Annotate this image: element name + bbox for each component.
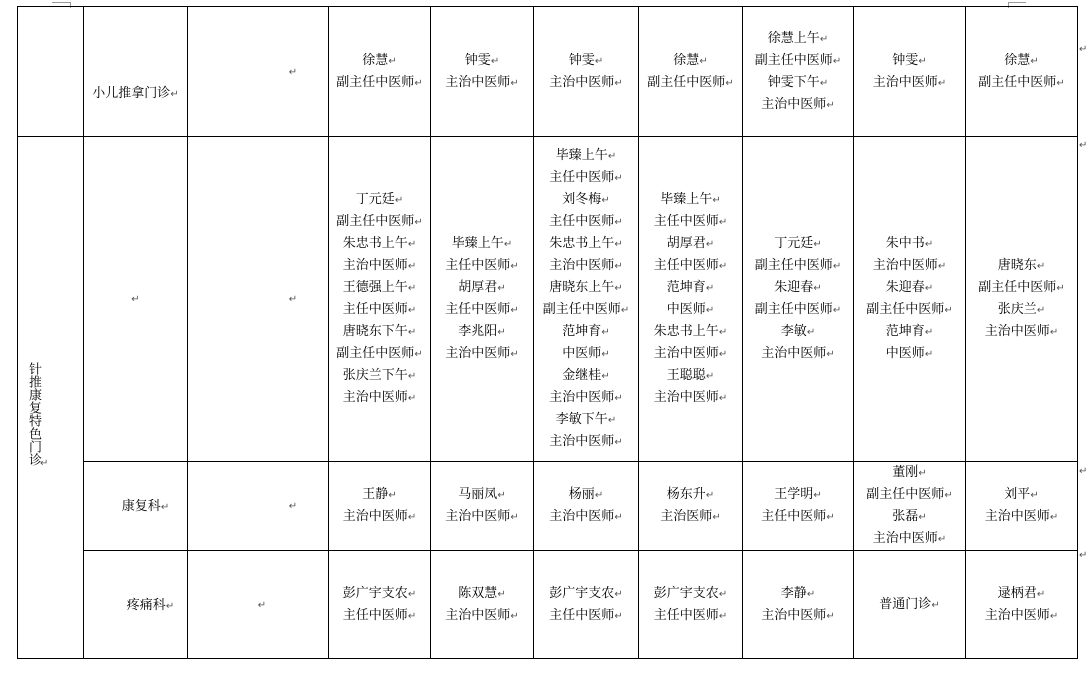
paragraph-mark: ↵ xyxy=(1030,490,1039,501)
paragraph-mark: ↵ xyxy=(407,393,417,404)
paragraph-mark: ↵ xyxy=(813,283,822,294)
schedule-cell-mon xyxy=(329,551,431,659)
paragraph-mark: ↵ xyxy=(705,239,715,250)
schedule-cell-sun xyxy=(966,462,1078,551)
doctor-line: 主任中医师↵ xyxy=(445,302,519,317)
paragraph-mark: ↵ xyxy=(40,457,49,469)
paragraph-mark: ↵ xyxy=(394,195,404,206)
doctor-line: 徐慧↵ xyxy=(673,52,708,68)
paragraph-mark: ↵ xyxy=(407,261,417,272)
schedule-cell-sat xyxy=(854,137,966,462)
doctor-line: 毕臻上午↵ xyxy=(451,236,513,251)
doctor-line: 唐晓东上午↵ xyxy=(549,280,623,295)
doctor-line: 朱中书↵ xyxy=(885,236,934,251)
doctor-schedule-table xyxy=(17,6,1078,659)
paragraph-mark: ↵ xyxy=(718,349,728,360)
doctor-line: 张庆兰↵ xyxy=(997,302,1046,317)
paragraph-mark: ↵ xyxy=(510,512,519,523)
paragraph-mark: ↵ xyxy=(407,305,417,316)
doctor-line: 胡厚君↵ xyxy=(666,236,715,251)
paragraph-mark: ↵ xyxy=(819,33,829,45)
paragraph-mark: ↵ xyxy=(490,55,500,67)
schedule-cell-thu xyxy=(639,137,743,462)
schedule-cell-sat xyxy=(854,551,966,659)
doctor-line: 钟雯↵ xyxy=(464,52,500,68)
schedule-cell-sun xyxy=(966,137,1078,462)
acupuncture-dept-empty-cell xyxy=(84,137,188,462)
paragraph-mark: ↵ xyxy=(1049,512,1059,523)
pediatric-empty-cell xyxy=(188,7,329,137)
paragraph-mark: ↵ xyxy=(510,610,519,622)
paragraph-mark: ↵ xyxy=(388,55,397,67)
paragraph-mark: ↵ xyxy=(510,305,519,316)
page-corner-mark-right xyxy=(1008,2,1026,3)
doctor-line: 中医师↵ xyxy=(666,302,715,317)
paragraph-mark: ↵ xyxy=(614,393,623,404)
paragraph-mark: ↵ xyxy=(1049,610,1059,622)
paragraph-mark: ↵ xyxy=(288,66,298,78)
paragraph-mark: ↵ xyxy=(1036,261,1046,272)
doctor-line: 副主任中医师↵ xyxy=(866,302,953,317)
schedule-cell-tue xyxy=(431,551,534,659)
paragraph-mark: ↵ xyxy=(806,588,816,600)
paragraph-mark: ↵ xyxy=(614,512,623,523)
paragraph-mark: ↵ xyxy=(924,349,934,360)
schedule-cell-thu xyxy=(639,462,743,551)
doctor-line: 中医师↵ xyxy=(885,346,934,361)
paragraph-mark: ↵ xyxy=(826,610,835,622)
paragraph-mark: ↵ xyxy=(510,77,519,89)
doctor-line: 主任中医师↵ xyxy=(445,258,519,273)
schedule-cell-thu xyxy=(639,551,743,659)
schedule-cell-sat xyxy=(854,7,966,137)
doctor-line: 徐慧↵ xyxy=(362,52,397,68)
doctor-line: 主治中医师↵ xyxy=(342,509,417,524)
doctor-line: 朱迎春↵ xyxy=(885,280,934,295)
doctor-line: 副主任中医师↵ xyxy=(754,302,842,317)
paragraph-mark: ↵ xyxy=(826,99,835,111)
paragraph-mark: ↵ xyxy=(924,283,934,294)
paragraph-mark: ↵ xyxy=(718,588,728,600)
paragraph-mark: ↵ xyxy=(918,512,927,523)
doctor-line: 刘冬梅↵ xyxy=(562,192,610,207)
paragraph-mark: ↵ xyxy=(594,55,604,67)
doctor-line: 李兆阳↵ xyxy=(458,324,506,339)
paragraph-mark: ↵ xyxy=(718,217,728,228)
paragraph-mark: ↵ xyxy=(712,195,721,206)
doctor-line: 主治中医师↵ xyxy=(549,509,623,524)
paragraph-mark: ↵ xyxy=(497,283,506,294)
doctor-line: 主治中医师↵ xyxy=(549,258,623,273)
doctor-line: 主任中医师↵ xyxy=(549,170,623,185)
doctor-line: 唐晓东下午↵ xyxy=(342,324,417,339)
doctor-line: 张庆兰下午↵ xyxy=(342,368,417,383)
paragraph-mark: ↵ xyxy=(614,239,623,250)
doctor-line: 主治中医师↵ xyxy=(445,74,519,90)
paragraph-mark: ↵ xyxy=(607,151,617,162)
paragraph-mark: ↵ xyxy=(924,327,934,338)
schedule-cell-wed xyxy=(534,462,639,551)
doctor-line: 李敏↵ xyxy=(780,324,816,339)
paragraph-mark: ↵ xyxy=(937,534,947,545)
schedule-cell-fri xyxy=(743,137,854,462)
paragraph-mark: ↵ xyxy=(924,239,934,250)
paragraph-mark: ↵ xyxy=(712,512,721,523)
paragraph-mark: ↵ xyxy=(918,55,927,67)
doctor-line: 主治中医师↵ xyxy=(872,74,947,90)
schedule-cell-tue xyxy=(431,462,534,551)
paragraph-mark: ↵ xyxy=(718,327,728,338)
doctor-line: 主治中医师↵ xyxy=(549,74,623,90)
rehab-empty-cell xyxy=(188,462,329,551)
doctor-line: 徐慧↵ xyxy=(1004,52,1039,68)
dept-label-pediatric-massage: 小儿推拿门诊↵ xyxy=(84,7,188,137)
schedule-cell-tue xyxy=(431,137,534,462)
doctor-line: 李敏下午↵ xyxy=(555,412,617,427)
doctor-line: 副主任中医师↵ xyxy=(542,302,630,317)
paragraph-mark: ↵ xyxy=(160,502,170,513)
doctor-line: 王聪聪↵ xyxy=(666,368,715,383)
doctor-line: 范坤育↵ xyxy=(885,324,934,339)
paragraph-mark: ↵ xyxy=(497,327,506,338)
paragraph-mark: ↵ xyxy=(614,217,623,228)
schedule-cell-mon xyxy=(329,7,431,137)
doctor-line: 王学明↵ xyxy=(774,487,822,502)
doctor-line: 杨东升↵ xyxy=(666,487,715,502)
doctor-line: 逯柄君↵ xyxy=(997,585,1046,601)
paragraph-mark: ↵ xyxy=(826,512,835,523)
paragraph-mark: ↵ xyxy=(1030,55,1039,67)
paragraph-mark: ↵ xyxy=(407,239,417,250)
schedule-row-acupuncture xyxy=(18,137,1078,462)
paragraph-mark: ↵ xyxy=(813,239,822,250)
schedule-cell-fri xyxy=(743,7,854,137)
doctor-line: 丁元廷↵ xyxy=(355,192,404,207)
schedule-cell-tue xyxy=(431,7,534,137)
schedule-cell-sun xyxy=(966,551,1078,659)
doctor-line: 主治中医师↵ xyxy=(342,390,417,405)
paragraph-mark: ↵ xyxy=(407,327,417,338)
schedule-cell-mon xyxy=(329,462,431,551)
schedule-cell-fri xyxy=(743,551,854,659)
doctor-line: 朱忠书上午↵ xyxy=(342,236,417,251)
paragraph-mark: ↵ xyxy=(832,261,842,272)
paragraph-mark: ↵ xyxy=(1056,77,1065,89)
schedule-row-pediatric xyxy=(18,7,1078,137)
doctor-line: 朱忠书上午↵ xyxy=(549,236,623,251)
paragraph-mark: ↵ xyxy=(832,305,842,316)
doctor-line: 范坤育↵ xyxy=(562,324,610,339)
paragraph-mark: ↵ xyxy=(705,305,715,316)
doctor-line: 钟雯↵ xyxy=(892,52,927,68)
doctor-line: 主治中医师↵ xyxy=(445,509,519,524)
paragraph-mark: ↵ xyxy=(414,349,423,360)
paragraph-mark: ↵ xyxy=(503,239,513,250)
paragraph-mark: ↵ xyxy=(1036,588,1046,600)
page-corner-mark-left xyxy=(52,2,70,3)
paragraph-mark: ↵ xyxy=(601,349,610,360)
doctor-line: 彭广宇支农↵ xyxy=(342,585,417,601)
doctor-line: 主任中医师↵ xyxy=(549,607,623,623)
doctor-line: 朱迎春↵ xyxy=(774,280,822,295)
paragraph-mark: ↵ xyxy=(614,588,623,600)
doctor-line: 唐晓东↵ xyxy=(997,258,1046,273)
doctor-line: 主治中医师↵ xyxy=(653,346,728,361)
paragraph-mark: ↵ xyxy=(705,371,715,382)
doctor-line: 副主任中医师↵ xyxy=(754,258,842,273)
doctor-line: 范坤育↵ xyxy=(666,280,715,295)
doctor-line: 杨丽↵ xyxy=(568,487,604,502)
doctor-line: 主治中医师↵ xyxy=(761,96,835,112)
doctor-line: 金继桂↵ xyxy=(562,368,610,383)
doctor-line: 主治中医师↵ xyxy=(549,434,623,449)
doctor-line: 主治中医师↵ xyxy=(549,390,623,405)
doctor-line: 彭广宇支农↵ xyxy=(549,585,623,601)
schedule-cell-wed xyxy=(534,7,639,137)
doctor-line: 王德强上午↵ xyxy=(342,280,417,295)
paragraph-mark: ↵ xyxy=(1056,283,1065,294)
paragraph-mark: ↵ xyxy=(1049,327,1059,338)
doctor-line: 主任中医师↵ xyxy=(653,214,728,229)
doctor-line: 主任中医师↵ xyxy=(342,607,417,623)
doctor-line: 徐慧上午↵ xyxy=(767,30,829,46)
doctor-line: 副主任中医师↵ xyxy=(754,52,842,68)
paragraph-mark: ↵ xyxy=(407,371,417,382)
paragraph-mark: ↵ xyxy=(388,490,397,501)
row-end-mark: ↵ xyxy=(1079,466,1088,477)
paragraph-mark: ↵ xyxy=(705,283,715,294)
paragraph-mark: ↵ xyxy=(944,305,953,316)
doctor-line: 主治医师↵ xyxy=(660,509,721,524)
pain-empty-cell xyxy=(188,551,329,659)
paragraph-mark: ↵ xyxy=(944,490,953,501)
doctor-line: 钟雯下午↵ xyxy=(767,74,829,90)
paragraph-mark: ↵ xyxy=(165,600,175,612)
paragraph-mark: ↵ xyxy=(607,415,617,426)
paragraph-mark: ↵ xyxy=(407,283,417,294)
doctor-line: 主治中医师↵ xyxy=(445,607,519,623)
row-end-mark: ↵ xyxy=(1079,550,1088,561)
doctor-line: 主任中医师↵ xyxy=(342,302,417,317)
paragraph-mark: ↵ xyxy=(601,371,610,382)
paragraph-mark: ↵ xyxy=(620,305,630,316)
doctor-line: 主治中医师↵ xyxy=(984,607,1059,623)
paragraph-mark: ↵ xyxy=(718,261,728,272)
paragraph-mark: ↵ xyxy=(170,88,179,100)
doctor-line: 主治中医师↵ xyxy=(445,346,519,361)
paragraph-mark: ↵ xyxy=(497,588,506,600)
paragraph-mark: ↵ xyxy=(614,173,623,184)
doctor-line: 副主任中医师↵ xyxy=(336,74,423,90)
doctor-line: 毕臻上午↵ xyxy=(660,192,721,207)
paragraph-mark: ↵ xyxy=(510,261,519,272)
paragraph-mark: ↵ xyxy=(937,261,947,272)
paragraph-mark: ↵ xyxy=(601,195,610,206)
paragraph-mark: ↵ xyxy=(594,490,604,501)
paragraph-mark: ↵ xyxy=(510,349,519,360)
schedule-cell-fri xyxy=(743,462,854,551)
paragraph-mark: ↵ xyxy=(614,261,623,272)
schedule-row-rehab xyxy=(18,462,1078,551)
paragraph-mark: ↵ xyxy=(601,327,610,338)
doctor-line: 主任中医师↵ xyxy=(653,258,728,273)
doctor-line: 马丽凤↵ xyxy=(458,487,506,502)
paragraph-mark: ↵ xyxy=(699,55,708,67)
group-label-cell-empty xyxy=(18,7,84,137)
doctor-line: 钟雯↵ xyxy=(568,52,604,68)
dept-label-rehab: 康复科↵ xyxy=(84,462,188,551)
doctor-line: 主治中医师↵ xyxy=(872,258,947,273)
row-end-mark: ↵ xyxy=(1079,44,1088,55)
paragraph-mark: ↵ xyxy=(407,610,417,622)
doctor-line: 主任中医师↵ xyxy=(653,607,728,623)
doctor-line: 毕臻上午↵ xyxy=(555,148,617,163)
paragraph-mark: ↵ xyxy=(806,327,816,338)
doctor-line: 副主任中医师↵ xyxy=(647,74,734,90)
paragraph-mark: ↵ xyxy=(826,349,835,360)
doctor-line: 主治中医师↵ xyxy=(761,607,835,623)
paragraph-mark: ↵ xyxy=(288,294,298,305)
doctor-line: 丁元廷↵ xyxy=(774,236,822,251)
schedule-cell-sat xyxy=(854,462,966,551)
doctor-line: 朱忠书上午↵ xyxy=(653,324,728,339)
schedule-cell-wed xyxy=(534,137,639,462)
doctor-line: 胡厚君↵ xyxy=(458,280,506,295)
doctor-line: 主治中医师↵ xyxy=(761,346,835,361)
doctor-line: 陈双慧↵ xyxy=(458,585,506,601)
paragraph-mark: ↵ xyxy=(614,437,623,448)
schedule-row-pain xyxy=(18,551,1078,659)
schedule-cell-sun xyxy=(966,7,1078,137)
paragraph-mark: ↵ xyxy=(614,283,623,294)
paragraph-mark: ↵ xyxy=(614,610,623,622)
doctor-line: 彭广宇支农↵ xyxy=(653,585,728,601)
paragraph-mark: ↵ xyxy=(819,77,829,89)
doctor-line: 主任中医师↵ xyxy=(761,509,835,524)
paragraph-mark: ↵ xyxy=(1036,305,1046,316)
doctor-line: 主治中医师↵ xyxy=(984,509,1059,524)
doctor-line: 王静↵ xyxy=(362,487,397,502)
paragraph-mark: ↵ xyxy=(832,55,842,67)
doctor-line: 主任中医师↵ xyxy=(549,214,623,229)
doctor-line: 主治中医师↵ xyxy=(342,258,417,273)
doctor-line: 副主任中医师↵ xyxy=(978,74,1065,90)
paragraph-mark: ↵ xyxy=(718,393,728,404)
paragraph-mark: ↵ xyxy=(705,490,715,501)
paragraph-mark: ↵ xyxy=(288,501,298,512)
doctor-line: 副主任中医师↵ xyxy=(978,280,1065,295)
schedule-cell-mon xyxy=(329,137,431,462)
doctor-line: 主治中医师↵ xyxy=(984,324,1059,339)
paragraph-mark: ↵ xyxy=(725,77,734,89)
paragraph-mark: ↵ xyxy=(497,490,506,501)
doctor-line: 中医师↵ xyxy=(562,346,610,361)
doctor-line: 副主任中医师↵ xyxy=(336,214,423,229)
doctor-line: 副主任中医师↵ xyxy=(866,487,953,502)
paragraph-mark: ↵ xyxy=(407,588,417,600)
acupuncture-empty-cell xyxy=(188,137,329,462)
paragraph-mark: ↵ xyxy=(937,77,947,89)
dept-label-pain: 疼痛科↵ xyxy=(84,551,188,659)
paragraph-mark: ↵ xyxy=(931,599,940,611)
paragraph-mark: ↵ xyxy=(257,599,267,611)
doctor-line: 主治中医师↵ xyxy=(653,390,728,405)
paragraph-mark: ↵ xyxy=(813,490,822,501)
doctor-line: 刘平↵ xyxy=(1004,487,1039,502)
group-label-acupuncture-rehab: 针推康复特色门诊↵ xyxy=(18,137,84,659)
paragraph-mark: ↵ xyxy=(718,610,728,622)
row-end-mark: ↵ xyxy=(1079,140,1088,151)
paragraph-mark: ↵ xyxy=(407,512,417,523)
doctor-line: 普通门诊↵ xyxy=(879,596,940,612)
doctor-line: 李静↵ xyxy=(780,585,816,601)
paragraph-mark: ↵ xyxy=(414,217,423,228)
paragraph-mark: ↵ xyxy=(414,77,423,89)
doctor-line: 张磊↵ xyxy=(892,509,927,524)
doctor-line: 副主任中医师↵ xyxy=(336,346,423,361)
paragraph-mark: ↵ xyxy=(131,294,140,305)
doctor-line: 主治中医师↵ xyxy=(872,531,947,546)
paragraph-mark: ↵ xyxy=(614,77,623,89)
doctor-line: 董刚↵ xyxy=(892,465,927,480)
schedule-cell-thu xyxy=(639,7,743,137)
schedule-cell-wed xyxy=(534,551,639,659)
paragraph-mark: ↵ xyxy=(918,468,927,479)
